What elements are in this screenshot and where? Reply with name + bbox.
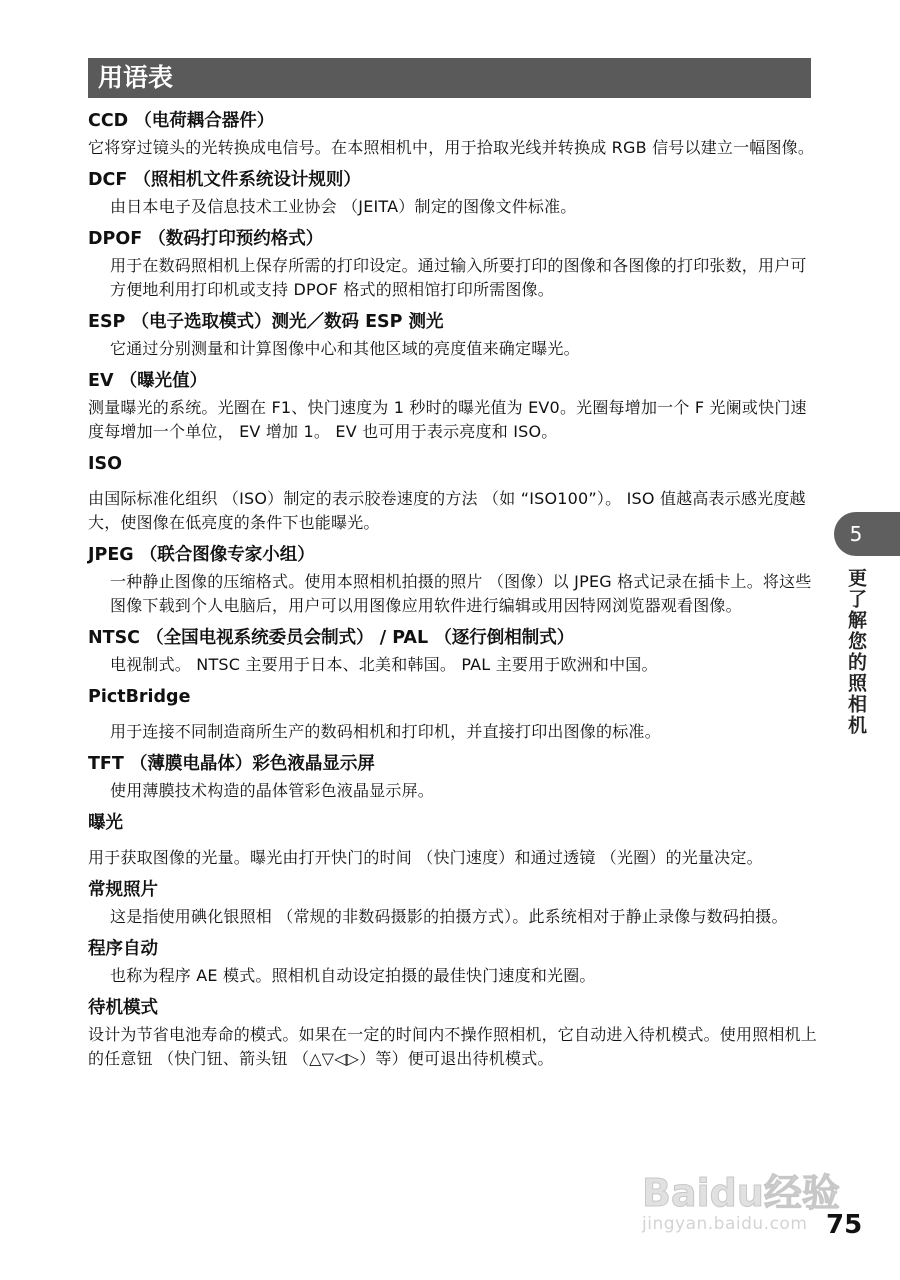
definition-program-auto: 也称为程序 AE 模式。照相机自动设定拍摄的最佳快门速度和光圈。 bbox=[110, 966, 596, 985]
glossary-entry-jpeg bbox=[88, 544, 818, 618]
term-esp: ESP （电子选取模式）测光／数码 ESP 测光 bbox=[88, 312, 444, 332]
glossary-entry-ccd bbox=[88, 110, 818, 160]
glossary-list bbox=[88, 110, 818, 1080]
chapter-number: 5 bbox=[849, 522, 863, 546]
definition-iso: 由国际标准化组织 （ISO）制定的表示胶卷速度的方法 （如 “ISO100”）。 ISO 值越高表示感光度越大，使图像在低亮度的条件下也能曝光。 bbox=[88, 489, 806, 532]
term-dpof: DPOF （数码打印预约格式） bbox=[88, 229, 324, 249]
definition-ev: 测量曝光的系统。光圈在 F1、快门速度为 1 秒时的曝光值为 EV0。光圈每增加一个 F 光阑或快门速度每增加一个单位， EV 增加 1。 EV 也可用于表示亮度和 ISO。 bbox=[88, 398, 807, 441]
glossary-entry-esp bbox=[88, 311, 818, 361]
definition-esp: 它通过分别测量和计算图像中心和其他区域的亮度值来确定曝光。 bbox=[110, 339, 580, 358]
glossary-entry-standby-mode bbox=[88, 997, 818, 1071]
term-ev: EV （曝光值） bbox=[88, 371, 208, 391]
section-title: 用语表 bbox=[98, 63, 174, 92]
term-program-auto: 程序自动 bbox=[88, 939, 158, 959]
term-standby-mode: 待机模式 bbox=[88, 998, 158, 1018]
definition-standby-mode: 设计为节省电池寿命的模式。如果在一定的时间内不操作照相机，它自动进入待机模式。使用照相机上的任意钮 （快门钮、箭头钮 （△▽◁▷）等）便可退出待机模式。 bbox=[88, 1025, 818, 1068]
watermark-url: jingyan.baidu.com bbox=[642, 1214, 808, 1234]
page-number: 75 bbox=[826, 1210, 863, 1240]
glossary-entry-iso bbox=[88, 453, 818, 535]
glossary-entry-dcf bbox=[88, 169, 818, 219]
glossary-entry-ntsc-pal bbox=[88, 627, 818, 677]
glossary-entry-dpof bbox=[88, 228, 818, 302]
definition-pictbridge: 用于连接不同制造商所生产的数码相机和打印机，并直接打印出图像的标准。 bbox=[110, 722, 661, 741]
definition-dcf: 由日本电子及信息技术工业协会 （JEITA）制定的图像文件标准。 bbox=[110, 197, 577, 216]
chapter-label: 更了解您的照相机 bbox=[845, 568, 867, 736]
definition-ntsc-pal: 电视制式。 NTSC 主要用于日本、北美和韩国。 PAL 主要用于欧洲和中国。 bbox=[110, 655, 658, 674]
term-pictbridge: PictBridge bbox=[88, 687, 191, 707]
glossary-entry-tft bbox=[88, 753, 818, 803]
definition-tft: 使用薄膜技术构造的晶体管彩色液晶显示屏。 bbox=[110, 781, 435, 800]
glossary-entry-program-auto bbox=[88, 938, 818, 988]
term-ntsc-pal: NTSC （全国电视系统委员会制式） / PAL （逐行倒相制式） bbox=[88, 628, 575, 648]
watermark-logo: Baidu经验 bbox=[642, 1171, 840, 1215]
definition-conventional-photo: 这是指使用碘化银照相 （常规的非数码摄影的拍摄方式）。此系统相对于静止录像与数码拍摄。 bbox=[110, 907, 788, 926]
section-header bbox=[88, 58, 811, 98]
term-iso: ISO bbox=[88, 454, 122, 474]
chapter-tab bbox=[834, 512, 900, 556]
glossary-entry-pictbridge bbox=[88, 686, 818, 744]
term-dcf: DCF （照相机文件系统设计规则） bbox=[88, 170, 361, 190]
term-exposure: 曝光 bbox=[88, 813, 123, 833]
glossary-entry-conventional-photo bbox=[88, 879, 818, 929]
definition-ccd: 它将穿过镜头的光转换成电信号。在本照相机中，用于拾取光线并转换成 RGB 信号以建立一幅图像。 bbox=[88, 138, 815, 157]
definition-dpof: 用于在数码照相机上保存所需的打印设定。通过输入所要打印的图像和各图像的打印张数，用户可方便地利用打印机或支持 DPOF 格式的照相馆打印所需图像。 bbox=[110, 256, 807, 299]
glossary-entry-exposure bbox=[88, 812, 818, 870]
watermark bbox=[642, 1162, 842, 1252]
term-tft: TFT （薄膜电晶体）彩色液晶显示屏 bbox=[88, 754, 375, 774]
definition-jpeg: 一种静止图像的压缩格式。使用本照相机拍摄的照片 （图像）以 JPEG 格式记录在插卡上。将这些图像下载到个人电脑后，用户可以用图像应用软件进行编辑或用因特网浏览器观看图像。 bbox=[110, 572, 812, 615]
term-conventional-photo: 常规照片 bbox=[88, 880, 158, 900]
glossary-entry-ev bbox=[88, 370, 818, 444]
term-jpeg: JPEG （联合图像专家小组） bbox=[88, 545, 315, 565]
definition-exposure: 用于获取图像的光量。曝光由打开快门的时间 （快门速度）和通过透镜 （光圈）的光量决定。 bbox=[88, 848, 763, 867]
term-ccd: CCD （电荷耦合器件） bbox=[88, 111, 275, 131]
